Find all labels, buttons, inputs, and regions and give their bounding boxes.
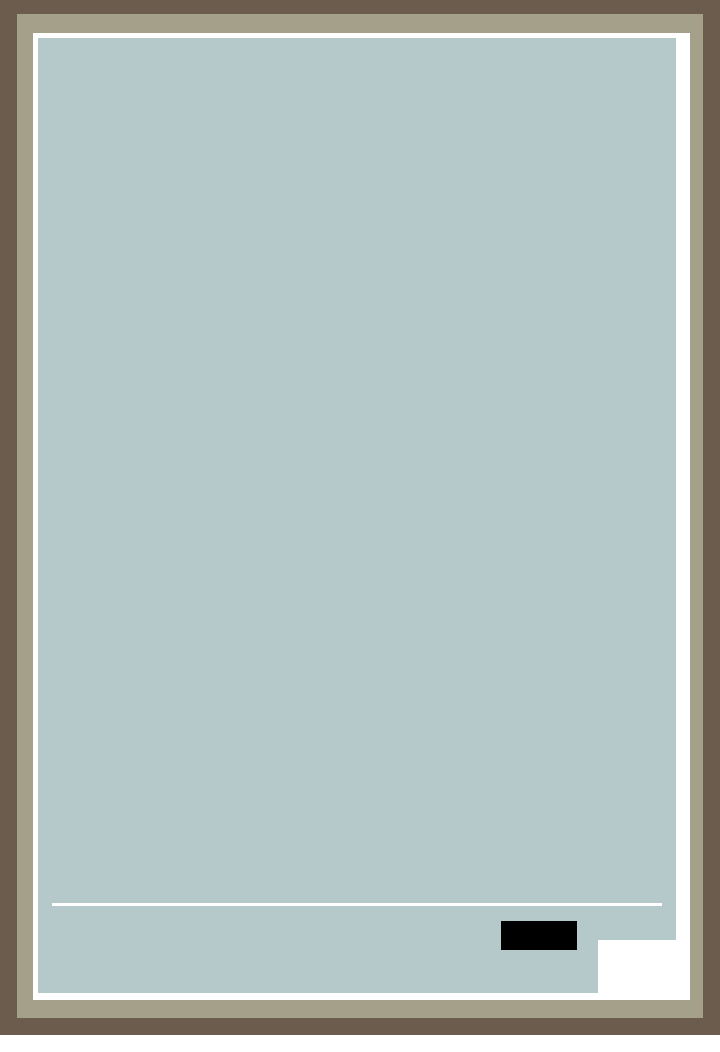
acid-logo [485, 919, 593, 953]
heart-row-top [0, 0, 720, 14]
heart-column-left [0, 14, 17, 1004]
content-panel [38, 38, 676, 993]
acid-logo-box [501, 921, 577, 950]
page-bottom-margin [0, 1035, 720, 1052]
barcode-bars [603, 943, 685, 989]
footer [38, 903, 676, 993]
footer-divider [52, 903, 662, 906]
main-content [38, 38, 676, 46]
barcode [598, 940, 690, 1000]
heart-column-right [703, 14, 720, 1004]
